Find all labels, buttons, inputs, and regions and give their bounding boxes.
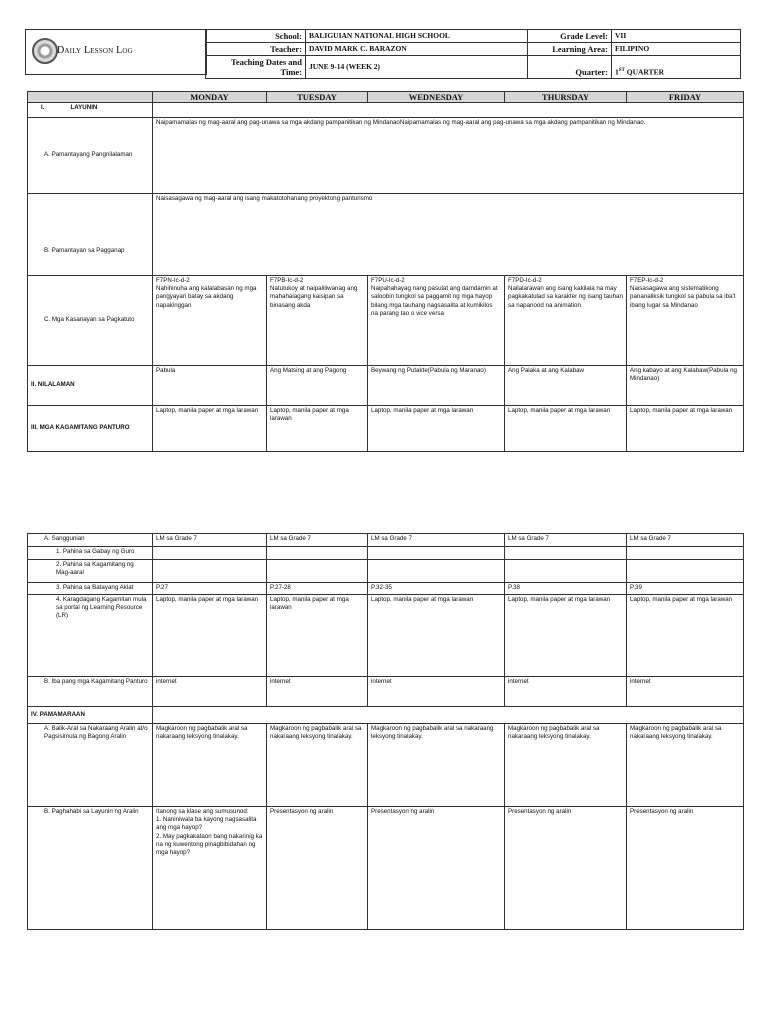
- balik-aral-thursday: Magkaroon ng pagbabalik aral sa nakaraang leksyong tinalakay.: [505, 724, 627, 807]
- grade-label: Grade Level:: [528, 30, 612, 43]
- day-header-friday: FRIDAY: [627, 92, 744, 103]
- kagamitang-friday: [627, 560, 744, 583]
- sanggunian-monday: LM sa Grade 7: [153, 534, 267, 547]
- iba-monday: internet: [153, 677, 267, 707]
- batayang-thursday: P.38: [505, 583, 627, 595]
- gabay-monday: [153, 547, 267, 560]
- sanggunian-label: A. Sanggunian: [28, 534, 153, 547]
- iba-wednesday: internet: [368, 677, 505, 707]
- balik-aral-wednesday: Magkaroon ng pagbabalik aral sa nakaraang leksyong tinalakay.: [368, 724, 505, 807]
- iba-tuesday: internet: [267, 677, 368, 707]
- school-value: BALIGUIAN NATIONAL HIGH SCHOOL: [306, 30, 528, 43]
- sanggunian-wednesday: LM sa Grade 7: [368, 534, 505, 547]
- corner-cell: [28, 92, 153, 103]
- balik-aral-tuesday: Magkaroon ng pagbabalik aral sa nakaraang leksyong tinalakay.: [267, 724, 368, 807]
- nilalaman-monday: Pabula: [153, 366, 267, 406]
- balik-aral-monday: Magkaroon ng pagbabalik aral sa nakaraang leksyong tinalakay.: [153, 724, 267, 807]
- kagamitan-tuesday: Laptop, manila paper at mga larawan: [267, 406, 368, 452]
- paghahabi-tuesday: Presentasyon ng aralin: [267, 807, 368, 930]
- sanggunian-friday: LM sa Grade 7: [627, 534, 744, 547]
- kasanayan-monday: F7PN-Ic-d-2 Nahihinuha ang kalalabasan ng mga pangyayari batay sa akdang napakinggan: [153, 276, 267, 366]
- balik-aral-label: A. Balik-Aral sa Nakaraang Aralin at/o Pagsisimula ng Bagong Aralin: [28, 724, 153, 807]
- karagdagang-wednesday: Laptop, manila paper at mga larawan: [368, 595, 505, 677]
- paghahabi-thursday: Presentasyon ng aralin: [505, 807, 627, 930]
- karagdagang-label: 4. Karagdagang Kagamitan mula sa portal ng Learning Resource (LR): [28, 595, 153, 677]
- kagamitan-wednesday: Laptop, manila paper at mga larawan: [368, 406, 505, 452]
- nilalaman-thursday: Ang Palaka at ang Kalabaw: [505, 366, 627, 406]
- grade-value: VII: [612, 30, 741, 43]
- sanggunian-tuesday: LM sa Grade 7: [267, 534, 368, 547]
- layunin-heading: [28, 103, 153, 118]
- karagdagang-monday: Laptop, manila paper at mga larawan: [153, 595, 267, 677]
- kagamitan-monday: Laptop, manila paper at mga larawan: [153, 406, 267, 452]
- iba-friday: internet: [627, 677, 744, 707]
- karagdagang-tuesday: Laptop, manila paper at mga larawan: [267, 595, 368, 677]
- paghahabi-monday: Itanong sa klase ang sumusunod: 1. Naniniwala ba kayong nagsasalita ang mga hayop? 2. May pagkakataon bang nakarinig ka na ng kuwentong pinagbibidahan ng mga hayop?: [153, 807, 267, 930]
- batayang-friday: P.39: [627, 583, 744, 595]
- dates-label: Teaching Dates and Time:: [206, 56, 306, 79]
- day-header-wednesday: WEDNESDAY: [368, 92, 505, 103]
- paghahabi-label: B. Paghahabi sa Layunin ng Aralin: [28, 807, 153, 930]
- teacher-value: DAVID MARK C. BARAZON: [306, 43, 528, 56]
- kagamitang-tuesday: [267, 560, 368, 583]
- day-header-thursday: THURSDAY: [505, 92, 627, 103]
- area-label: Learning Area:: [528, 43, 612, 56]
- kagamitang-monday: [153, 560, 267, 583]
- kagamitan-thursday: Laptop, manila paper at mga larawan: [505, 406, 627, 452]
- kasanayan-wednesday: F7PU-Ic-d-2 Naipahahayag nang pasulat ang damdamin at saloobin tungkol sa paggamit ng mga hayop bilang mga tauhang nagsasalita at kumikilos na parang tao o vice versa: [368, 276, 505, 366]
- kagamitan-friday: Laptop, manila paper at mga larawan: [627, 406, 744, 452]
- layunin-label: LAYUNIN: [70, 104, 98, 111]
- nilalaman-friday: Ang kabayo at ang Kalabaw(Pabula ng Mindanao): [627, 366, 744, 406]
- pamantayang-pangnilalaman-content: Naipamamalas ng mag-aaral ang pag-unawa sa mga akdang pampanitikan ng MindanaoNaipamamalas ng mag-aaral ang pag-unawa sa mga akdang pampanitikan ng Mindanao.: [153, 118, 744, 194]
- kagamitang-wednesday: [368, 560, 505, 583]
- quarter-number: 1: [615, 67, 619, 76]
- paghahabi-friday: Presentasyon ng aralin: [627, 807, 744, 930]
- balik-aral-friday: Magkaroon ng pagbabalik aral sa nakaraang leksyong tinalakay.: [627, 724, 744, 807]
- kasanayan-thursday: F7PD-Ic-d-2 Nailalarawan ang isang kakilala na may pagkakatulad sa karakter ng isang tauhan sa napanood na animation: [505, 276, 627, 366]
- dates-value: JUNE 9-14 (WEEK 2): [306, 56, 528, 79]
- gabay-tuesday: [267, 547, 368, 560]
- gabay-label: 1. Pahina sa Gabay ng Guro: [28, 547, 153, 560]
- kasanayan-tuesday: F7PB-Ic-d-2 Natutukoy at naipaliliwanag ang mahahalagang kaisipan sa binasang akda: [267, 276, 368, 366]
- layunin-content: [153, 103, 744, 118]
- pamantayan-pagganap-content: Naisasagawa ng mag-aaral ang isang makatotohanang proyektong panturismo: [153, 194, 744, 276]
- gabay-wednesday: [368, 547, 505, 560]
- batayang-wednesday: P.32-35: [368, 583, 505, 595]
- nilalaman-label: II. NILALAMAN: [28, 366, 153, 406]
- karagdagang-friday: Laptop, manila paper at mga larawan: [627, 595, 744, 677]
- header-info-table: [205, 29, 741, 79]
- kagamitang-label: 2. Pahina sa Kagamitang ng Mag-aaral: [28, 560, 153, 583]
- gabay-thursday: [505, 547, 627, 560]
- kasanayan-friday: F7EP-Ic-d-2 Naisasagawa ang sistematikong pananaliksik tungkol sa pabula sa iba't ibang lugar sa Mindanao: [627, 276, 744, 366]
- doc-title: Daily Lesson Log: [57, 45, 133, 56]
- karagdagang-thursday: Laptop, manila paper at mga larawan: [505, 595, 627, 677]
- pamantayang-pangnilalaman-label: A. Pamantayang Pangnilalaman: [28, 118, 153, 194]
- batayang-tuesday: P.27-28: [267, 583, 368, 595]
- batayang-monday: P.27: [153, 583, 267, 595]
- lesson-table-objectives: [27, 91, 744, 452]
- kagamitan-label: III. MGA KAGAMITANG PANTURO: [28, 406, 153, 452]
- batayang-label: 3. Pahina sa Batayang Aklat: [28, 583, 153, 595]
- day-header-monday: MONDAY: [153, 92, 267, 103]
- gabay-friday: [627, 547, 744, 560]
- quarter-suffix: ST: [618, 67, 625, 73]
- day-header-tuesday: TUESDAY: [267, 92, 368, 103]
- quarter-text: QUARTER: [624, 67, 664, 76]
- deped-seal-icon: [32, 38, 58, 64]
- kasanayan-label: C. Mga Kasanayan sa Pagkatuto: [28, 276, 153, 366]
- lesson-table-resources: [27, 533, 744, 930]
- header-logo-box: [25, 29, 207, 75]
- area-value: FILIPINO: [612, 43, 741, 56]
- pamantayan-pagganap-label: B. Pamantayan sa Pagganap: [28, 194, 153, 276]
- quarter-label: Quarter:: [528, 56, 612, 79]
- school-label: School:: [206, 30, 306, 43]
- iba-label: B. Iba pang mga Kagamitang Panturo: [28, 677, 153, 707]
- sanggunian-thursday: LM sa Grade 7: [505, 534, 627, 547]
- layunin-number: I.: [41, 104, 45, 111]
- iba-thursday: internet: [505, 677, 627, 707]
- quarter-value: [612, 56, 741, 79]
- paghahabi-wednesday: Presentasyon ng aralin: [368, 807, 505, 930]
- nilalaman-tuesday: Ang Matsing at ang Pagong: [267, 366, 368, 406]
- pamamaraan-label: IV. PAMAMARAAN: [28, 707, 153, 724]
- teacher-label: Teacher:: [206, 43, 306, 56]
- nilalaman-wednesday: Beywang ng Putakte(Pabula ng Maranao): [368, 366, 505, 406]
- pamamaraan-content: [153, 707, 744, 724]
- kagamitang-thursday: [505, 560, 627, 583]
